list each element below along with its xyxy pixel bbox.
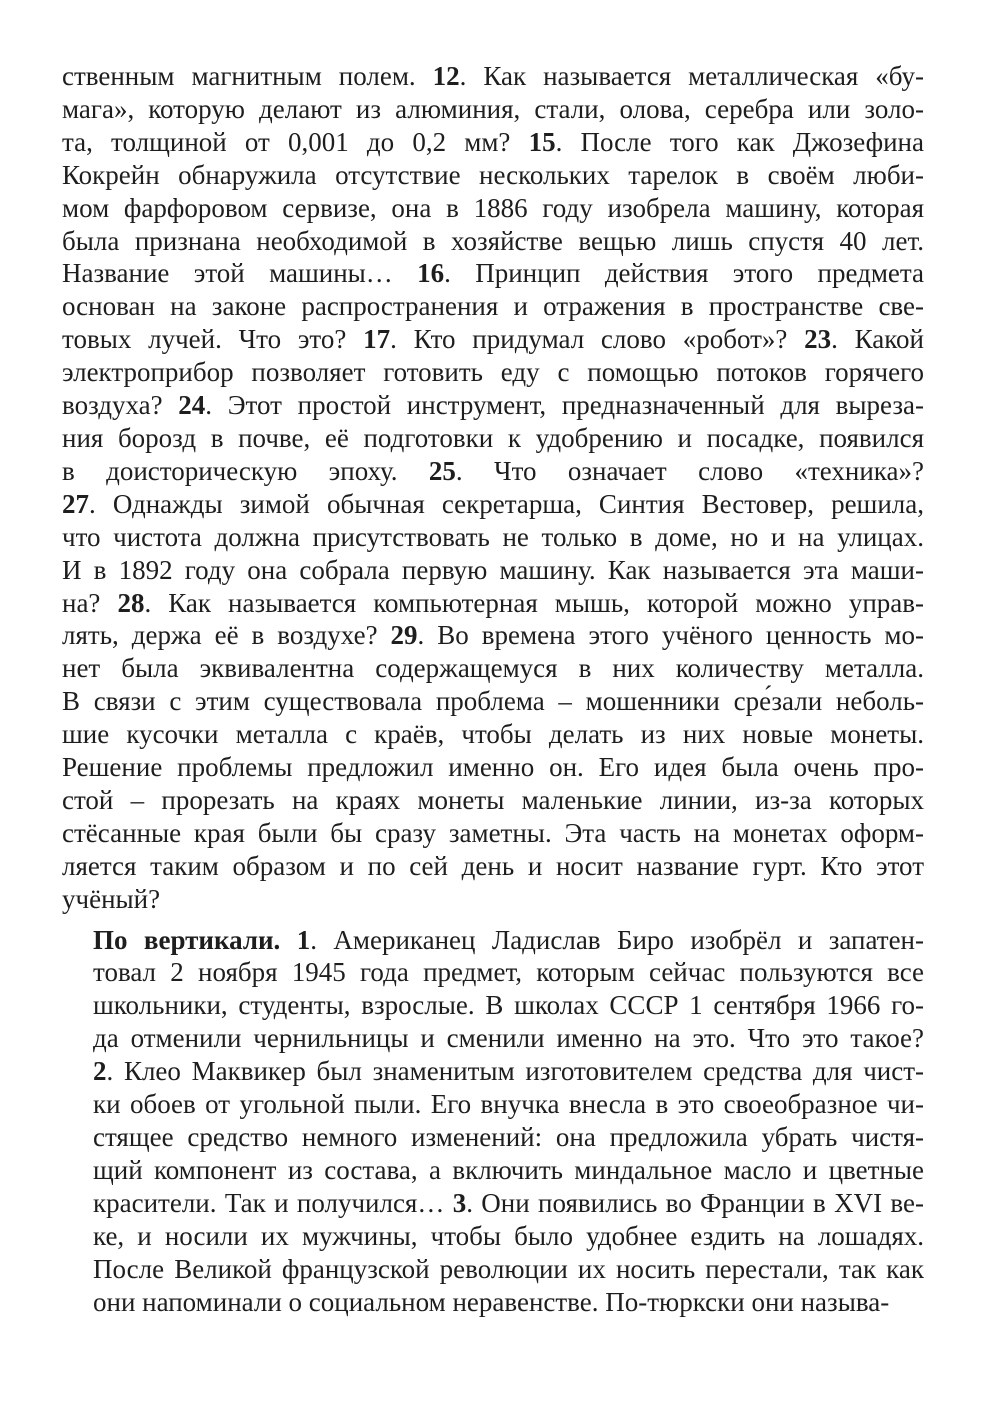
text-line (62, 159, 924, 192)
text-line (62, 1022, 924, 1055)
text-line (62, 521, 924, 554)
text-run: да отменили чернильницы и сменили именно на это. Что это такое? (93, 1023, 924, 1054)
text-run: . Они появились во Франции в XVI ве- (466, 1187, 924, 1218)
text-run: ственным магнитным полем. (62, 61, 433, 91)
text-run: школьники, студенты, взрослые. В школах СССР 1 сентября 1966 го- (93, 990, 924, 1021)
text-run: основан на законе распространения и отражения в пространстве све- (62, 291, 924, 322)
text-run: . Этот простой инструмент, предназначенный для выреза- (205, 390, 924, 421)
text-run: Название этой машины… (62, 258, 418, 289)
text-line (62, 1055, 924, 1088)
text-line (62, 1088, 924, 1121)
text-line (62, 652, 924, 685)
text-line (62, 389, 924, 422)
text-run: мом фарфоровом сервизе, она в 1886 году изобрела машину, которая (62, 192, 924, 223)
text-line (62, 290, 924, 323)
text-run: они напоминали о социальном неравенстве. По-тюркски они называ- (93, 1286, 890, 1317)
text-line (62, 60, 924, 93)
text-line (62, 817, 924, 850)
text-line (62, 323, 924, 356)
text-line (62, 192, 924, 225)
text-run: стой – прорезать на краях монеты маленькие линии, из-за которых (62, 784, 924, 815)
text-line (62, 1286, 924, 1319)
text-run: щий компонент из состава, а включить миндальное масло и цветные (93, 1154, 924, 1185)
text-run: . Какой (831, 324, 924, 355)
text-run: . Однажды зимой обычная секретарша, Синтия Вестовер, решила, (89, 488, 924, 519)
paragraph-horizontal-questions (62, 60, 924, 916)
text-run: воздуха? (62, 390, 179, 421)
text-run: ния борозд в почве, её подготовки к удобрению и посадке, появился (62, 422, 924, 453)
text-run: мага», которую делают из алюминия, стали, олова, серебра или золо- (62, 93, 924, 124)
text-run: . Что означает слово «техника»? (455, 455, 924, 486)
text-line (62, 883, 924, 916)
text-line (62, 1253, 924, 1286)
question-number: 27 (62, 488, 89, 519)
text-run: в доисторическую эпоху. (62, 455, 429, 486)
question-number: 16 (417, 258, 445, 289)
text-line (62, 93, 924, 126)
text-run: . После того как Джозефина (555, 126, 924, 157)
text-run: После Великой французской революции их носить перестали, так как (93, 1253, 924, 1284)
text-run: учёный? (62, 883, 161, 914)
text-run: . Клео Маквикер был знаменитым изготовителем средства для чист- (106, 1056, 924, 1087)
text-run: стящее средство немного изменений: она предложила убрать чистя- (93, 1122, 924, 1152)
text-run: шие кусочки металла с краёв, чтобы делать из них новые монеты. (62, 719, 924, 750)
text-line (62, 455, 924, 488)
text-line (62, 257, 924, 290)
question-number: 12 (432, 61, 460, 91)
text-run: электроприбор позволяет готовить еду с помощью потоков горячего (62, 357, 924, 388)
text-run: . Как называется металлическая «бу- (459, 61, 925, 91)
text-line (62, 850, 924, 883)
text-run: что чистота должна присутствовать не только в доме, но и на улицах. (62, 521, 924, 552)
text-line (62, 956, 924, 989)
text-line (62, 488, 924, 521)
text-line (62, 126, 924, 159)
text-line (62, 924, 924, 957)
text-run: Решение проблемы предложил именно он. Его идея была очень про- (62, 752, 924, 783)
text-line (62, 1187, 924, 1220)
text-run: на? (62, 587, 118, 618)
text-run: ляется таким образом и по сей день и носит название гурт. Кто этот (62, 850, 924, 881)
question-number: 2 (93, 1056, 107, 1087)
text-run: товал 2 ноября 1945 года предмет, которым сейчас пользуются все (93, 957, 924, 988)
paragraph-vertical-questions (62, 924, 924, 1319)
text-run: была признана необходимой в хозяйстве вещью лишь спустя 40 лет. (62, 225, 924, 256)
text-line (62, 225, 924, 258)
text-run: Кокрейн обнаружила отсутствие нескольких тарелок в своём люби- (62, 159, 924, 190)
text-line (62, 718, 924, 751)
question-number: 3 (452, 1187, 467, 1218)
text-run: ке, и носили их мужчины, чтобы было удобнее ездить на лошадях. (93, 1220, 924, 1251)
question-number: 25 (428, 455, 456, 486)
text-line (62, 1220, 924, 1253)
text-run: . Во времена этого учёного ценность мо- (417, 620, 924, 651)
document-page (62, 60, 924, 1318)
question-number: 28 (117, 587, 145, 618)
text-line (62, 554, 924, 587)
text-run: товых лучей. Что это? (62, 324, 364, 355)
text-run: та, толщиной от 0,001 до 0,2 мм? (62, 126, 529, 157)
text-run: нет была эквивалентна содержащемуся в них количеству металла. (62, 653, 924, 684)
text-line (62, 356, 924, 389)
text-line (62, 1154, 924, 1187)
text-run: В связи с этим существовала проблема – мошенники сре́зали неболь- (62, 686, 924, 717)
text-run: . Как называется компьютерная мышь, которой можно управ- (144, 587, 924, 618)
question-number: 24 (178, 390, 206, 421)
text-line (62, 422, 924, 455)
text-run: ки обоев от угольной пыли. Его внучка внесла в это своеобразное чи- (93, 1089, 924, 1120)
text-line (62, 587, 924, 620)
text-run: красители. Так и получился… (93, 1187, 453, 1218)
text-line (62, 1121, 924, 1154)
question-number: 15 (528, 126, 556, 157)
question-number: 17 (363, 324, 391, 355)
question-number: 29 (390, 620, 418, 651)
text-run: . Американец Ладислав Биро изобрёл и запатен- (310, 924, 924, 955)
text-run: стёсанные края были бы сразу заметны. Эта часть на монетах оформ- (62, 817, 924, 848)
text-line (62, 784, 924, 817)
text-line (62, 751, 924, 784)
question-number: По вертикали. 1 (93, 924, 311, 955)
text-line (62, 989, 924, 1022)
text-run: И в 1892 году она собрала первую машину. Как называется эта маши- (62, 554, 924, 585)
text-line (62, 619, 924, 652)
text-line (62, 685, 924, 718)
text-run: . Кто придумал слово «робот»? (390, 324, 805, 355)
question-number: 23 (804, 324, 832, 355)
text-run: лять, держа её в воздухе? (62, 620, 391, 651)
text-run: . Принцип действия этого предмета (444, 258, 925, 289)
